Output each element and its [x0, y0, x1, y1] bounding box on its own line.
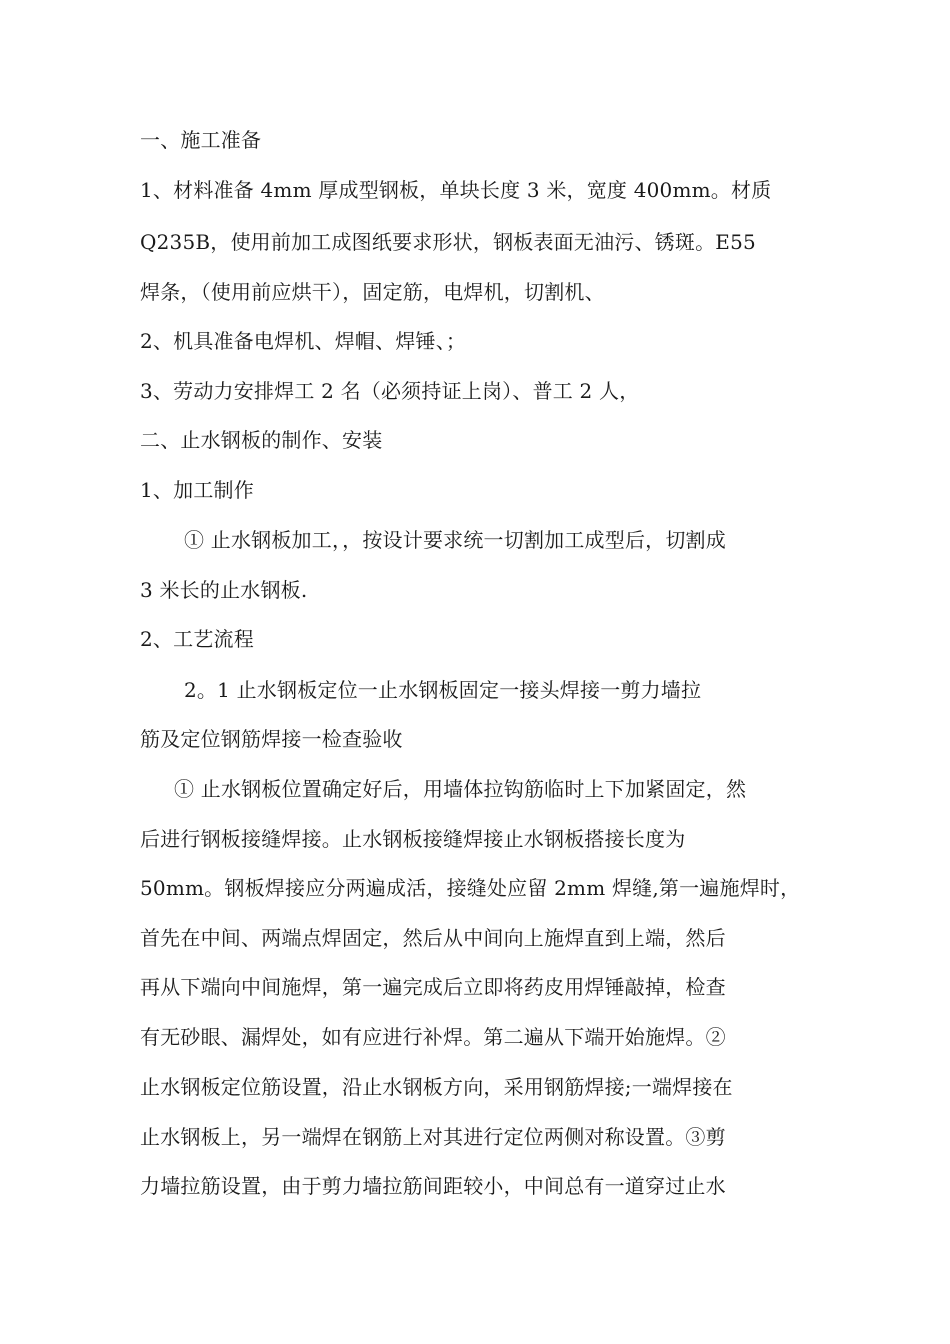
- paragraph-line: 筋及定位钢筋焊接一检查验收: [140, 727, 403, 751]
- paragraph-line: 3 米长的止水钢板.: [140, 578, 308, 602]
- paragraph-line: 再从下端向中间施焊，第一遍完成后立即将药皮用焊锤敲掉，检查: [140, 975, 726, 999]
- paragraph-line: 后进行钢板接缝焊接。止水钢板接缝焊接止水钢板搭接长度为: [140, 827, 686, 851]
- section-heading-fabrication: 二、止水钢板的制作、安装: [140, 428, 383, 452]
- paragraph-line: 首先在中间、两端点焊固定，然后从中间向上施焊直到上端，然后: [140, 926, 726, 950]
- paragraph-line: 止水钢板上，另一端焊在钢筋上对其进行定位两侧对称设置。③剪: [140, 1125, 726, 1149]
- paragraph-line: 焊条，（使用前应烘干），固定筋，电焊机，切割机、: [140, 280, 605, 304]
- paragraph-line: 50mm。钢板焊接应分两遍成活，接缝处应留 2mm 焊缝,第一遍施焊时，: [140, 876, 801, 900]
- paragraph-line: ① 止水钢板加工，，按设计要求统一切割加工成型后，切割成: [184, 528, 726, 552]
- paragraph-line: 2、机具准备电焊机、焊帽、焊锤、；: [140, 329, 467, 353]
- section-heading-preparation: 一、施工准备: [140, 128, 262, 152]
- paragraph-line: 力墙拉筋设置，由于剪力墙拉筋间距较小，中间总有一道穿过止水: [140, 1174, 726, 1198]
- subsection-heading: 1、加工制作: [140, 478, 254, 502]
- paragraph-line: 1、材料准备 4mm 厚成型钢板，单块长度 3 米，宽度 400mm。材质: [140, 178, 772, 202]
- subsection-heading: 2、工艺流程: [140, 627, 254, 651]
- paragraph-line: Q235B，使用前加工成图纸要求形状，钢板表面无油污、锈斑。E55: [140, 230, 756, 254]
- paragraph-line: 止水钢板定位筋设置，沿止水钢板方向，采用钢筋焊接;一端焊接在: [140, 1075, 733, 1099]
- paragraph-line: 3、劳动力安排焊工 2 名（必须持证上岗）、普工 2 人，: [140, 379, 640, 403]
- paragraph-line: 2。1 止水钢板定位一止水钢板固定一接头焊接一剪力墙拉: [184, 678, 702, 702]
- paragraph-line: ① 止水钢板位置确定好后，用墙体拉钩筋临时上下加紧固定，然: [174, 777, 747, 801]
- paragraph-line: 有无砂眼、漏焊处，如有应进行补焊。第二遍从下端开始施焊。②: [140, 1025, 726, 1049]
